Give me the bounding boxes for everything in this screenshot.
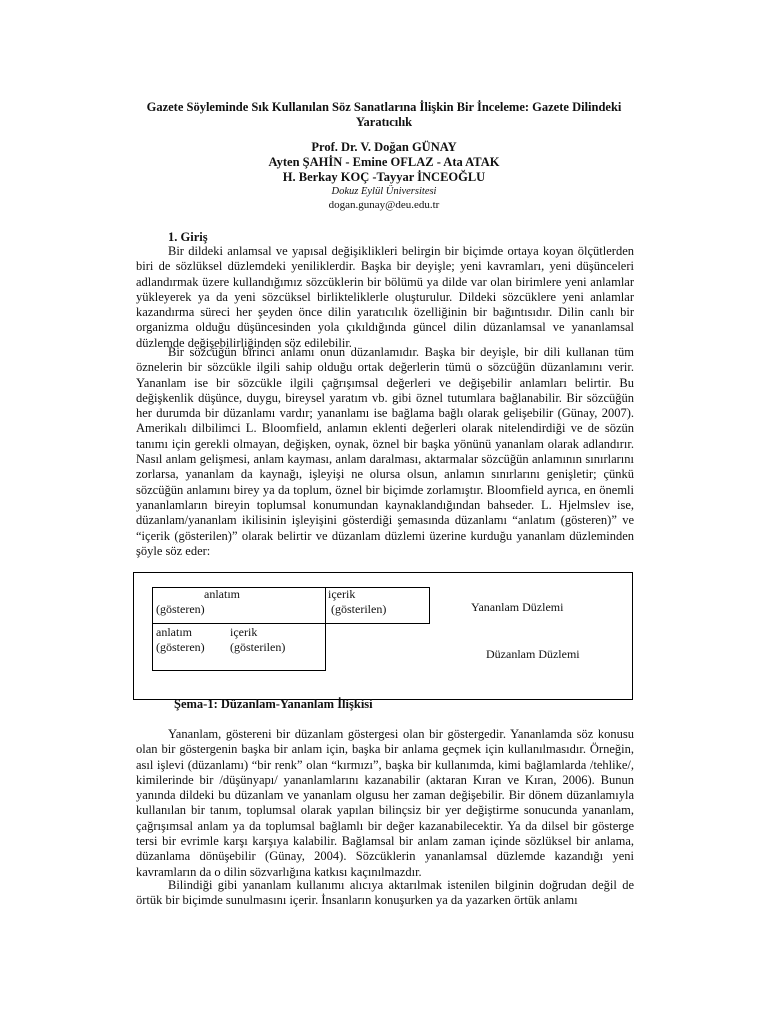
upper-expression-term: anlatım	[204, 587, 240, 601]
author-email: dogan.gunay@deu.edu.tr	[328, 199, 440, 211]
lower-content-sub: (gösterilen)	[230, 640, 286, 654]
author-line-3: H. Berkay KOÇ -Tayyar İNCEOĞLU	[282, 170, 486, 184]
lower-content-term: içerik	[230, 625, 258, 639]
paragraph-3: Yananlam, göstereni bir düzanlam göstergesi olan bir göstergedir. Yananlamda söz konusu olan bir göstergenin başka bir anlam için, başka bir anlama geçmek için kullanılmasıdır. Örneğin, asıl işlevi (düzanlamı) “bir renk” olan “kırmızı”, başka bir kullanımda, kimi bağlamlarda /tehlike/, kimilerinde bir /düşünyapı/ yananlamlarını kazanabilir (aktaran Kıran ve Kıran, 2006). Bunun yanında dildeki bu düzanlam ve yananlam olgusu her zaman değişebilir. Bir dönem düzanlamıyla kullanılan bir tanım, toplumsal olarak yapılan bilinçsiz bir yer değiştirme sonucunda yananlam, çağrışımsal anlam ya da toplumsal bağlamlı bir değer kazanabilecektir. Ya da dilsel bir gösterge tersi bir evrimle karşı karşıya kalabilir. Bağlamsal bir anlam zaman içinde sözlüksel bir anlama, düzanlama dönüşebilir (Günay, 2004). Sözcüklerin yananlamsal düzlemde kazandığı yeni kavramların da o dilin sözvarlığına katkısı kaçınılmazdır.	[136, 727, 634, 879]
lower-expression-term: anlatım	[156, 625, 192, 639]
author-line-1: Prof. Dr. V. Doğan GÜNAY	[311, 140, 457, 154]
paragraph-1: Bir dildeki anlamsal ve yapısal değişiklikleri belirgin bir biçimde ortaya koyan ölçütlerden biri de sözlüksel düzlemdeki yeniliklerdir. Başka bir deyişle; yeni kavramları, yeni düşünceleri adlandırmak üzere kullandığımız sözcüklerin bir bölümü ya dilde var olan birimlere yeni anlamlar yükleyerek ya da yeni sözcüksel birlikteliklerle oluşturulur. Dildeki sözcüklere yeni anlamlar kazandırma süreci her şeyden önce dilin yaratıcılık özelliğinin bir bağıntısıdır. Dilin canlı bir organizma olduğu düşüncesinden yola çıkıldığında güncel dilin düzanlamsal ve yananlamsal düzlemde değişebilirliğinden söz edilebilir.	[136, 244, 634, 350]
lower-expression-sub: (gösteren)	[156, 640, 205, 654]
section-heading: 1. Giriş	[168, 230, 208, 244]
connotation-plane-label: Yananlam Düzlemi	[471, 600, 564, 614]
connotation-diagram	[133, 572, 633, 700]
paragraph-2: Bir sözcüğün birinci anlamı onun düzanlamıdır. Başka bir deyişle, bir dili kullanan tüm öznelerin bir sözcükle ilgili sahip olduğu ortak değerlerin tümü o sözcüğün düzanlamını verir. Yananlam ise bir sözcükle ilgili çağrışımsal değerleri ve değişebilir anlamları belirtir. Bu değişkenlik düşünce, duygu, bireysel yaratım vb. gibi öznel tutumlara bağlanabilir. Bir sözcüğün her durumda bir düzanlamı vardır; yananlamı ise bağlama bağlı olarak gelişebilir (Günay, 2007). Amerikalı dilbilimci L. Bloomfield, anlamın eklenti değerleri olarak nitelendirdiği ve de sözün tanımı için gerekli olmayan, değişken, oynak, öznel bir başka yönünü yananlam olarak adlandırır. Nasıl anlam gelişmesi, anlam kayması, anlam daralması, aktarmalar sözcüğün anlamının sınırlarını zorlarsa, yananlam da kaynağı, işleyişi ne olursa olsun, anlamın sınırlarını genişletir; çünkü sözcüğün anlamını birey ya da toplum, öznel bir biçimde zorlamıştır. Bloomfield ayrıca, en önemli yananlamların bireyin toplumsal konumundan kaynaklandığından bahseder. L. Hjelmslev ise, düzanlam/yananlam ikilisinin işleyişini gösterdiği şemasında düzanlamı “anlatım (gösteren)” ve “içerik (gösterilen)” olarak belirtir ve düzanlam düzlemi üzerine kurduğu yananlam düzleminden şöyle söz eder:	[136, 345, 634, 558]
paragraph-4: Bilindiği gibi yananlam kullanımı alıcıya aktarılmak istenilen bilginin doğrudan değil de örtük bir biçimde sunulmasını içerir. İnsanların konuşurken ya da yazarken örtük anlamı	[136, 878, 634, 908]
upper-content-term: içerik	[328, 587, 356, 601]
author-block	[184, 140, 584, 213]
upper-expression-sub: (gösteren)	[156, 602, 205, 616]
affiliation: Dokuz Eylül Üniversitesi	[331, 186, 437, 197]
paper-title: Gazete Söyleminde Sık Kullanılan Söz Sanatlarına İlişkin Bir İnceleme: Gazete Dilindeki Yaratıcılık	[146, 100, 622, 129]
upper-content-sub: (gösterilen)	[331, 602, 387, 616]
denotation-plane-label: Düzanlam Düzlemi	[486, 647, 580, 661]
diagram-caption: Şema-1: Düzanlam-Yananlam İlişkisi	[174, 697, 373, 711]
author-line-2: Ayten ŞAHİN - Emine OFLAZ - Ata ATAK	[268, 155, 500, 169]
